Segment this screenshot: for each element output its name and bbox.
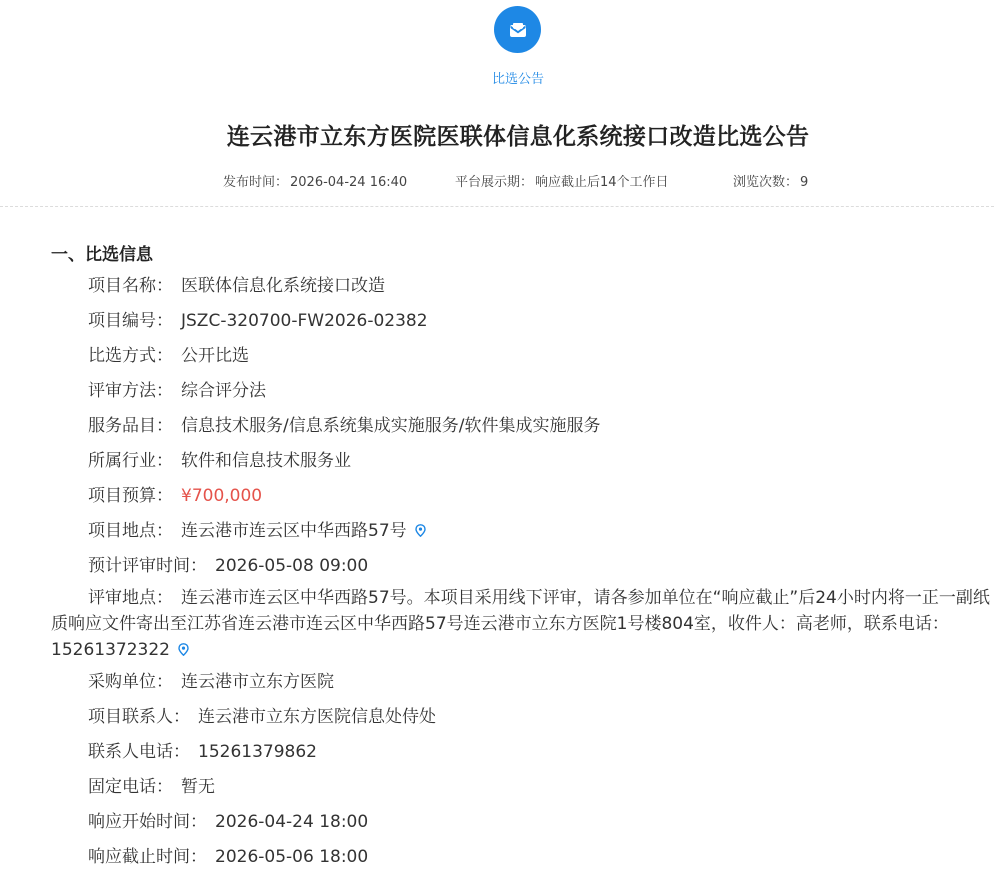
field-response-deadline (51, 846, 991, 881)
field-label: 采购单位： (88, 672, 173, 692)
display-period (455, 171, 669, 190)
field-contact-phone (51, 741, 991, 776)
field-value: 连云港市连云区中华西路57号。本项目采用线下评审，请各参加单位在“响应截止”后24小时内将一正一副纸质响应文件寄出至江苏省连云港市连云区中华西路57号连云港市立东方医院1号楼804室，收件人：高老师，联系电话：15261372322 (51, 588, 990, 660)
info-fields (51, 275, 991, 881)
meta-info (0, 171, 994, 189)
field-label: 响应开始时间： (88, 812, 207, 832)
mail-icon (509, 22, 527, 38)
field-label: 项目地点： (88, 521, 173, 541)
view-count-label: 浏览次数： (733, 175, 799, 190)
field-value: 软件和信息技术服务业 (181, 451, 351, 471)
field-value: 暂无 (181, 777, 215, 797)
field-service-category (51, 415, 991, 450)
field-budget (51, 485, 991, 520)
field-value: 综合评分法 (181, 381, 266, 401)
location-pin-icon[interactable] (415, 524, 426, 537)
field-value: 医联体信息化系统接口改造 (181, 276, 385, 296)
field-label: 联系人电话： (88, 742, 190, 762)
location-pin-icon[interactable] (178, 643, 189, 656)
publish-time (223, 171, 407, 190)
field-label: 所属行业： (88, 451, 173, 471)
field-purchasing-unit (51, 671, 991, 706)
field-value: 15261379862 (198, 742, 317, 762)
view-count (733, 171, 808, 190)
field-value: 2026-04-24 18:00 (215, 812, 369, 832)
field-label: 固定电话： (88, 777, 173, 797)
field-label: 预计评审时间： (88, 556, 207, 576)
field-value: JSZC-320700-FW2026-02382 (181, 311, 428, 331)
field-response-start (51, 811, 991, 846)
announcement-badge[interactable] (494, 6, 541, 53)
field-label: 服务品目： (88, 416, 173, 436)
section-title: 一、比选信息 (51, 245, 153, 265)
publish-time-value: 2026-04-24 16:40 (290, 175, 408, 190)
field-label: 响应截止时间： (88, 847, 207, 867)
publish-time-label: 发布时间： (223, 175, 289, 190)
field-contact-person (51, 706, 991, 741)
field-project-location (51, 520, 991, 555)
divider (0, 206, 994, 207)
field-value: 2026-05-08 09:00 (215, 556, 369, 576)
field-value: 连云港市连云区中华西路57号 (181, 521, 407, 541)
field-label: 项目编号： (88, 311, 173, 331)
field-value: 2026-05-06 18:00 (215, 847, 369, 867)
field-label: 项目名称： (88, 276, 173, 296)
field-value: 连云港市立东方医院 (181, 672, 334, 692)
field-value: 信息技术服务/信息系统集成实施服务/软件集成实施服务 (181, 416, 601, 436)
view-count-value: 9 (800, 175, 809, 190)
field-selection-method (51, 345, 991, 380)
field-label: 评审方法： (88, 381, 173, 401)
field-evaluation-method (51, 380, 991, 415)
budget-value: ¥700,000 (181, 486, 263, 506)
field-project-name (51, 275, 991, 310)
field-value: 公开比选 (181, 346, 249, 366)
field-label: 项目预算： (88, 486, 173, 506)
field-label: 项目联系人： (88, 707, 190, 727)
field-project-number (51, 310, 991, 345)
page-title: 连云港市立东方医院医联体信息化系统接口改造比选公告 (226, 124, 810, 150)
field-industry (51, 450, 991, 485)
display-period-label: 平台展示期： (455, 175, 534, 190)
announcement-type-label[interactable]: 比选公告 (491, 72, 544, 87)
field-label: 评审地点： (88, 588, 173, 608)
field-fixed-phone (51, 776, 991, 811)
field-value: 连云港市立东方医院信息处侍处 (198, 707, 436, 727)
field-label: 比选方式： (88, 346, 173, 366)
display-period-value: 响应截止后14个工作日 (535, 175, 669, 190)
field-evaluation-location (51, 585, 991, 663)
